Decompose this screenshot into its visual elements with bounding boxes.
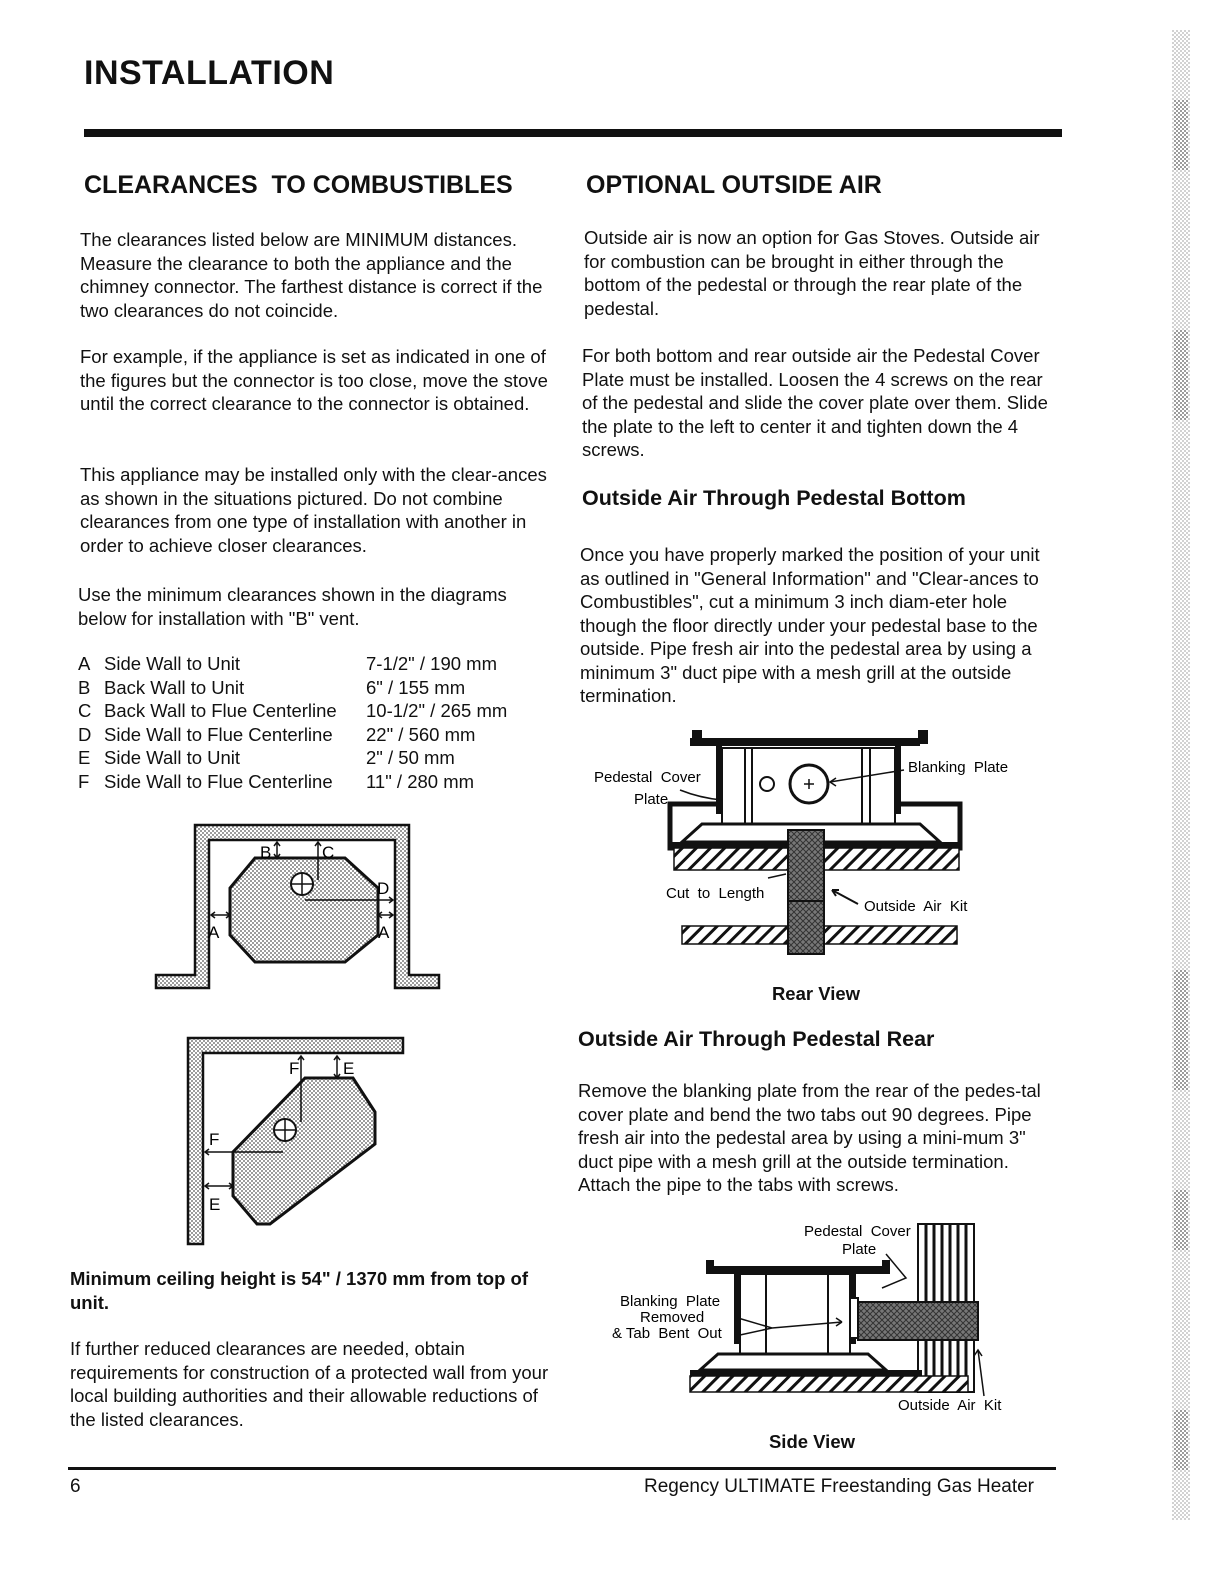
clearance-letter: D	[78, 723, 92, 745]
side-view-diagram	[606, 1218, 1026, 1418]
rear-view-diagram	[590, 726, 1030, 966]
rear-blanking-plate-label: Blanking Plate	[908, 759, 1009, 776]
outside-air-heading: OPTIONAL OUTSIDE AIR	[586, 171, 882, 199]
pedestal-bottom-paragraph: Once you have properly marked the position of your unit as outlined in "General Information" and "Clear-ances to Combustibles", cut a minimum 3 inch diam-eter hole though the floor directly under your pedestal base to the outside. Pipe fresh air into the pedestal area by using a minimum 3" duct pipe with a mesh grill at the outside termination.	[580, 544, 1040, 706]
pedestal-top	[690, 738, 920, 746]
clearance-letter: E	[78, 747, 91, 768]
rear-view-caption: Rear View	[771, 983, 861, 1004]
side-cover-plate-label: Pedestal Cover	[804, 1223, 911, 1240]
page-number: 6	[70, 1476, 81, 1497]
rear-cover-plate-label-2: Plate	[634, 791, 669, 808]
clearances-intro-paragraph: The clearances listed below are MINIMUM distances. Measure the clearance to both the appliance and the chimney connector. The farthest distance is correct if the two clearances do not coincide.	[80, 229, 543, 321]
clearances-example-paragraph: For example, if the appliance is set as indicated in one of the figures but the connector is too close, move the stove until the correct clearance to the connector is obtained.	[80, 346, 548, 414]
label-c: C	[322, 843, 335, 862]
clearance-row-c	[78, 699, 507, 723]
clearance-label: Side Wall to Flue Centerline	[104, 770, 333, 792]
clearances-restriction-paragraph: This appliance may be installed only with the clear-ances as shown in the situations pictured. Do not combine clearances from one type of installation with another in order to achieve closer clearances.	[80, 464, 547, 556]
clearance-label: Side Wall to Flue Centerline	[104, 723, 333, 745]
clearance-row-a	[78, 652, 507, 676]
side-floor-hatch	[690, 1376, 968, 1392]
label-a-right: A	[378, 923, 390, 942]
rear-outside-air-kit-label: Outside Air Kit	[864, 898, 968, 915]
side-view-caption: Side View	[768, 1431, 856, 1452]
corner-clearance-diagram	[185, 1034, 407, 1248]
side-cover-plate-label-2: Plate	[842, 1241, 877, 1258]
clearance-value: 6" / 155 mm	[366, 676, 466, 698]
side-tab-bent-label: & Tab Bent Out	[612, 1325, 722, 1342]
dimension-e-left-arrow	[205, 1183, 233, 1189]
label-f-left: F	[209, 1130, 220, 1149]
clearance-letter: F	[78, 770, 90, 792]
clearance-row-f	[78, 770, 507, 794]
side-outside-air-kit-label: Outside Air Kit	[898, 1397, 1002, 1414]
label-e-top: E	[343, 1059, 355, 1078]
outside-air-pipe	[788, 830, 824, 954]
clearance-row-b	[78, 676, 507, 700]
clearance-letter: A	[78, 653, 91, 674]
ceiling-height-note: Minimum ceiling height is 54" / 1370 mm from top of unit.	[70, 1268, 528, 1313]
clearance-value: 11" / 280 mm	[366, 770, 475, 792]
clearance-label: Side Wall to Unit	[104, 747, 241, 768]
label-a-left: A	[208, 923, 220, 942]
side-pedestal-base	[700, 1354, 886, 1370]
side-removed-label: Removed	[640, 1309, 705, 1326]
corner-stove-outline	[233, 1078, 375, 1224]
pedestal-rear-subheading: Outside Air Through Pedestal Rear	[578, 1027, 935, 1051]
dimension-a-left-arrow	[211, 912, 230, 918]
label-d: D	[377, 879, 390, 898]
cut-to-length-label: Cut to Length	[666, 885, 765, 902]
dimension-e-top-arrow	[334, 1056, 340, 1078]
side-pedestal-top	[708, 1266, 888, 1274]
pedestal-rear-paragraph: Remove the blanking plate from the rear of the pedes-tal cover plate and bend the two tabs out 90 degrees. Pipe fresh air into the pedestal area by using a mini-mum 3" duct pipe with a mesh grill at the outside termination. Attach the pipe to the tabs with screws.	[578, 1080, 1041, 1195]
side-outside-air-pipe	[858, 1302, 978, 1340]
clearances-heading: CLEARANCES TO COMBUSTIBLES	[84, 171, 513, 199]
clearance-letter: B	[78, 676, 91, 698]
side-blanking-plate-label: Blanking Plate	[620, 1293, 721, 1310]
footer-rule	[68, 1467, 1056, 1470]
clearance-label: Back Wall to Unit	[104, 676, 245, 698]
rear-cover-plate-label: Pedestal Cover	[594, 769, 701, 786]
clearance-row-d	[78, 723, 507, 747]
clearance-label: Back Wall to Flue Centerline	[104, 700, 337, 721]
clearance-row-e	[78, 746, 507, 770]
label-f-top: F	[289, 1059, 300, 1078]
header-rule	[84, 129, 1062, 137]
clearance-value: 22" / 560 mm	[366, 723, 476, 745]
outside-air-intro-paragraph: Outside air is now an option for Gas Stoves. Outside air for combustion can be brought in either through the bottom of the pedestal or through the rear plate of the pedestal.	[584, 227, 1040, 319]
pedestal-bottom-subheading: Outside Air Through Pedestal Bottom	[582, 486, 966, 510]
clearance-label: Side Wall to Unit	[104, 653, 241, 674]
alcove-clearance-diagram	[150, 820, 445, 992]
cover-plate-paragraph: For both bottom and rear outside air the Pedestal Cover Plate must be installed. Loosen the 4 screws on the rear of the pedestal and slide the cover plate over them. Slide the plate to the left to center it and tighten down the 4 screws.	[582, 345, 1048, 460]
label-e-left: E	[209, 1195, 221, 1214]
clearance-value: 7-1/2" / 190 mm	[366, 653, 497, 674]
dimension-b-arrow	[274, 842, 280, 858]
clearance-list	[78, 652, 507, 793]
clearance-value: 10-1/2" / 265 mm	[366, 700, 508, 721]
clearances-bvent-paragraph: Use the minimum clearances shown in the diagrams below for installation with "B" vent.	[78, 584, 507, 629]
protected-wall-paragraph: If further reduced clearances are needed, obtain requirements for construction of a protected wall from your local building authorities and their allowable reductions of the listed clearances.	[70, 1338, 549, 1430]
scan-edge-texture	[1172, 30, 1190, 1520]
dimension-a-right-arrow	[378, 912, 393, 918]
label-b: B	[260, 843, 272, 862]
product-name: Regency ULTIMATE Freestanding Gas Heater	[644, 1476, 1035, 1497]
clearance-value: 2" / 50 mm	[366, 747, 455, 768]
clearance-letter: C	[78, 700, 92, 721]
page-title: INSTALLATION	[84, 54, 335, 92]
